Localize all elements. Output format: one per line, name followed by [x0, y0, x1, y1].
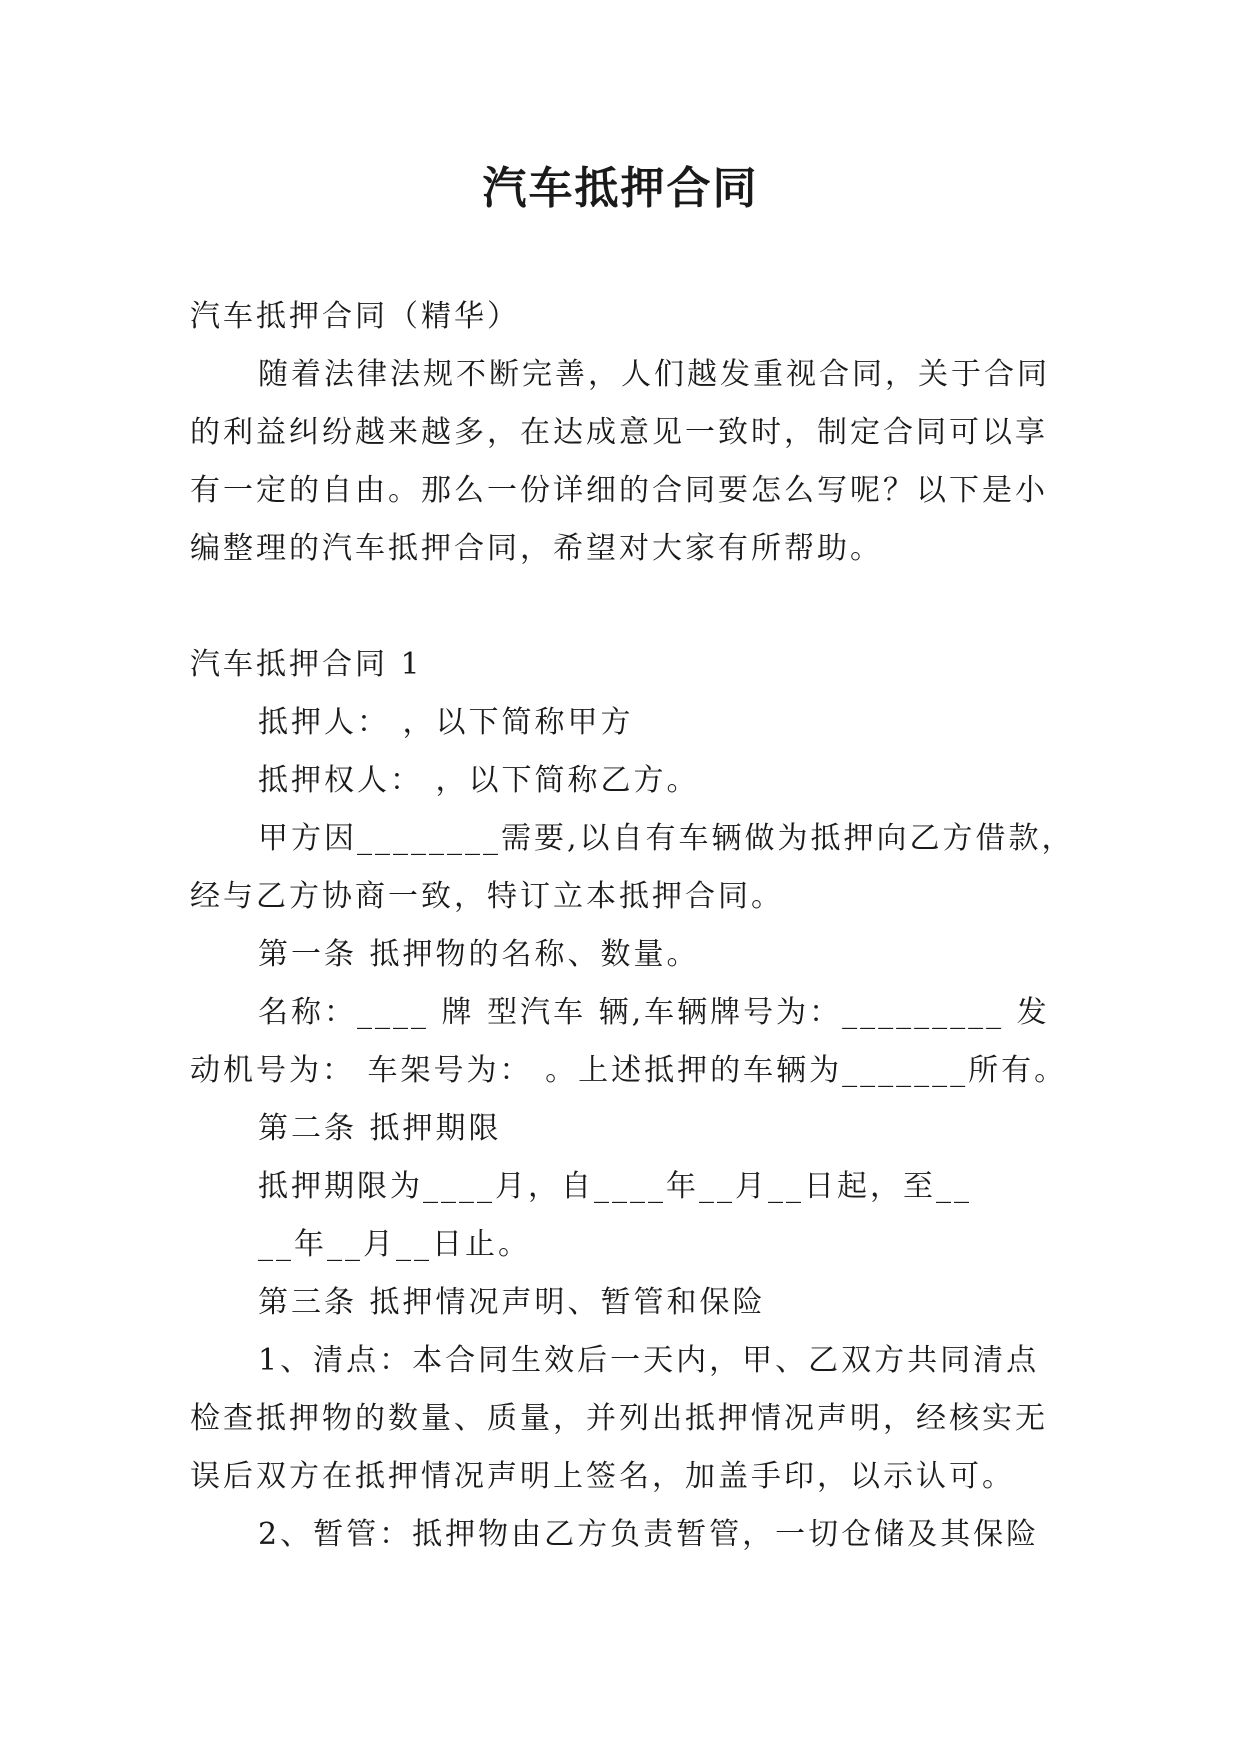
article-heading: 第三条 抵押情况声明、暂管和保险: [258, 1285, 766, 1320]
section-heading: 汽车抵押合同 1: [190, 647, 423, 682]
intro-paragraph-line: 有一定的自由。那么一份详细的合同要怎么写呢？以下是小: [190, 473, 1048, 508]
clause-line: 1、清点：本合同生效后一天内，甲、乙双方共同清点: [258, 1343, 1040, 1378]
article-heading: 第二条 抵押期限: [258, 1111, 502, 1146]
vehicle-name-line: 名称：____ 牌 型汽车 辆,车辆牌号为：_________ 发: [258, 995, 1050, 1030]
intro-paragraph-line: 随着法律法规不断完善，人们越发重视合同，关于合同: [258, 357, 1050, 392]
clause-line: 检查抵押物的数量、质量，并列出抵押情况声明，经核实无: [190, 1401, 1048, 1436]
paragraph-gap: [190, 578, 1050, 636]
term-line: 抵押期限为____月，自____年__月__日起，至__: [258, 1169, 972, 1204]
intro-paragraph-line: 的利益纠纷越来越多，在达成意见一致时，制定合同可以享: [190, 415, 1048, 450]
clause-line: 2、暂管：抵押物由乙方负责暂管，一切仓储及其保险: [258, 1517, 1040, 1552]
article-heading: 第一条 抵押物的名称、数量。: [258, 937, 700, 972]
document-title: 汽车抵押合同: [482, 163, 759, 214]
subtitle-line: 汽车抵押合同（精华）: [190, 299, 520, 334]
document-body: [190, 288, 1075, 1564]
vehicle-name-line: 动机号为： 车架号为： 。上述抵押的车辆为_______所有。: [190, 1053, 1068, 1088]
clause-line: 误后双方在抵押情况声明上签名，加盖手印，以示认可。: [190, 1459, 1015, 1494]
mortgagor-line: 抵押人： ，以下简称甲方: [258, 705, 634, 740]
intro-paragraph-line: 编整理的汽车抵押合同，希望对大家有所帮助。: [190, 531, 883, 566]
term-line: __年__月__日止。: [258, 1227, 531, 1262]
purpose-line: 甲方因________需要,以自有车辆做为抵押向乙方借款，: [258, 821, 1075, 856]
purpose-line: 经与乙方协商一致，特订立本抵押合同。: [190, 879, 784, 914]
mortgagee-line: 抵押权人： ，以下简称乙方。: [258, 763, 700, 798]
